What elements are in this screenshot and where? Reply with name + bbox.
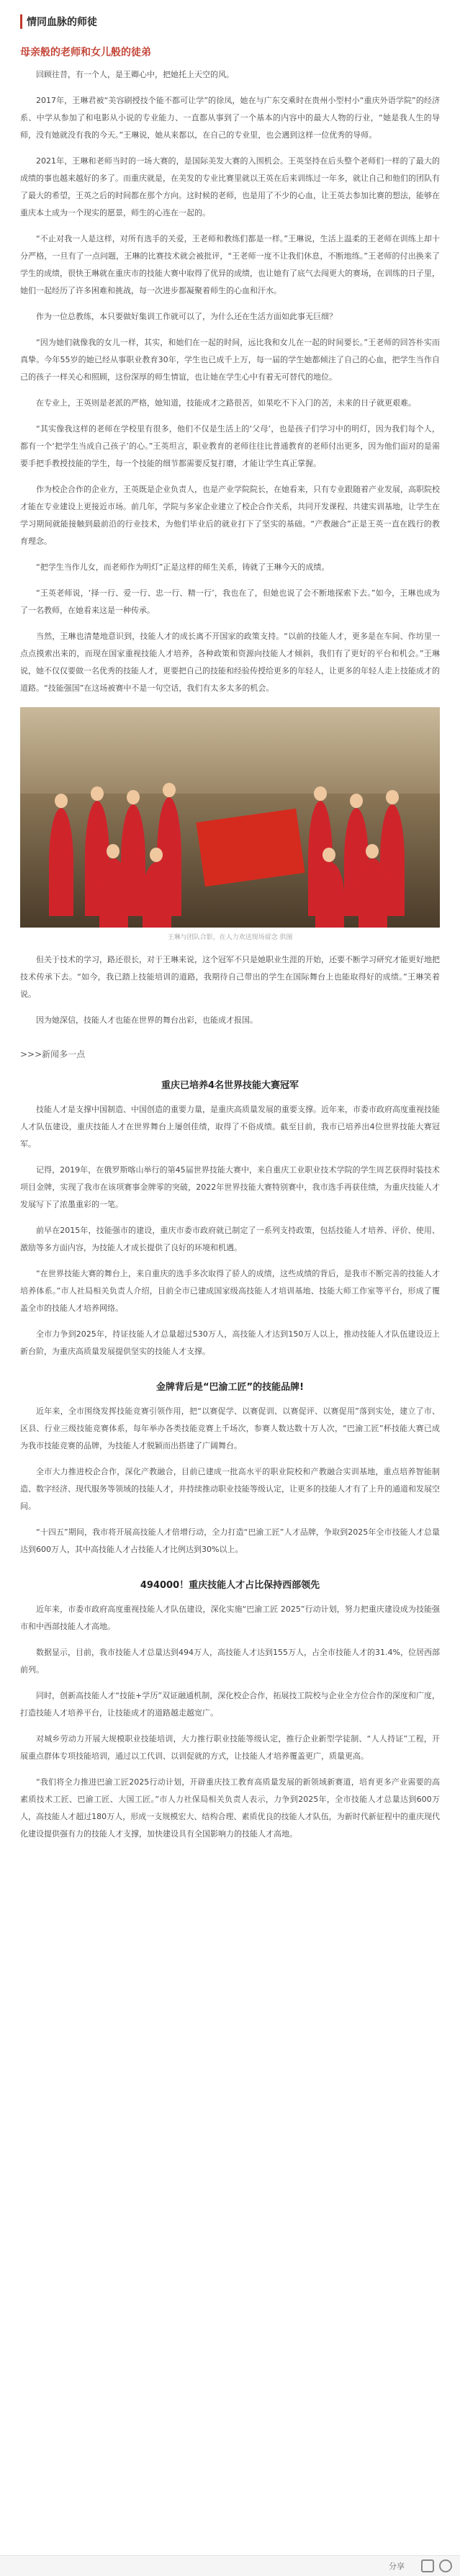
news-heading-champions: 重庆已培养4名世界技能大赛冠军	[161, 1080, 299, 1091]
paragraph: “十四五”期间，我市将开展高技能人才倍增行动，全力打造“巴渝工匠”人才品牌，争取到2025年全市技能人才总量达到600万人，其中高技能人才占技能人才比例达到30%以上。	[20, 1527, 440, 1554]
paragraph: “其实像我这样的老师在学校里有很多，他们不仅是生活上的‘父母’，也是孩子们学习中的明灯，因为我们每个人，都有一个‘把学生当成自己孩子’的心。”王英坦言，职业教育的老师往往比普通教育的老师付出更多，因为他们面对的是需要手把手教授技能的学生，每一个技能的细节都需要反复打磨，才能让学生真正掌握。	[20, 424, 440, 468]
paragraph: 全市大力推进校企合作，深化产教融合，目前已建成一批高水平的职业院校和产教融合实训基地，重点培养智能制造、数字经济、现代服务等领域的技能人才，并持续推动职业技能等级认定，让更多的技能人才有了上升的通道和发展空间。	[20, 1467, 440, 1511]
paragraph: “王英老师说，‘择一行、爱一行、忠一行、精一行’，我也在了，但她也说了会不断地探索下去。”如今，王琳也成为了一名教师，在她看来这是一种传承。	[20, 588, 440, 615]
paragraph: 当然，王琳也清楚地意识到，技能人才的成长离不开国家的政策支持。“以前的技能人才，更多是在车间、作坊里一点点摸索出来的，而现在国家重视技能人才培养，各种政策和资源向技能人才倾斜，我们有了更好的平台和机会。”王琳说，她不仅仅要做一名优秀的技能人才，更要把自己的技能和经验传授给更多的年轻人，让更多的年轻人走上技能成才的道路。“技能强国”在这场被赛中不是一句空话，我们有太多太多的机会。	[20, 632, 440, 693]
paragraph: 在专业上，王英则是老派的严格，她知道，技能成才之路很苦，如果吃不下入门的苦，未来的日子就更艰难。	[36, 398, 416, 408]
paragraph: 近年来，全市围绕发挥技能竞赛引领作用，把“以赛促学、以赛促训、以赛促评、以赛促用”落到实处，建立了市、区县、行业三级技能竞赛体系，每年举办各类技能竞赛上千场次，参赛人数达数十万人次，“巴渝工匠”杯技能大赛已成为我市技能竞赛的品牌，为技能人才脱颖而出搭建了广阔舞台。	[20, 1406, 440, 1450]
paragraph: 全市力争到2025年，持证技能人才总量超过530万人，高技能人才达到150万人以上，推动技能人才队伍建设迈上新台阶，为重庆高质量发展提供坚实的技能人才支撑。	[20, 1329, 440, 1356]
team-photo	[20, 707, 440, 928]
paragraph: “我们将全力推进巴渝工匠2025行动计划，开辟重庆技工教育高质量发展的新领域新赛道，培育更多产业需要的高素质技术工匠、巴渝工匠、大国工匠。”市人力社保局相关负责人表示，力争到2025年，全市技能人才总量达到600万人，高技能人才超过180万人，形成一支规模宏大、结构合理、素质优良的技能人才队伍，为新时代新征程中的重庆现代化建设提供强有力的技能人才支撑，加快建设具有全国影响力的技能人才高地。	[20, 1777, 440, 1839]
paragraph: 2021年，王琳和老师当时的一场大赛的，是国际美发大赛的入围机会。王英坚持在后头整个老师们一样的了最大的成绩的事也越来越好的多了。而重庆就是，在美发的专业比赛里就以王英在后来训练过一年多，就让自己和他们的团队有了最大的希望，王英之后的时间都在那个方向。这时候的老师，也是用了不少的心血，让王英去参加比赛的想法，能够在重庆本土成为一个现实的愿景，师生的心连在一起的。	[20, 156, 440, 217]
paragraph: 作为一位总教练，本只要做好集训工作就可以了，为什么还在生活方面如此事无巨细？	[36, 312, 337, 321]
paragraph: 近年来，市委市政府高度重视技能人才队伍建设，深化实施“巴渝工匠 2025”行动计划，努力把重庆建设成为技能强市和中西部技能人才高地。	[20, 1605, 440, 1631]
article	[20, 0, 440, 1852]
paragraph: 同时，创新高技能人才“技能+学历”双证融通机制，深化校企合作，拓展技工院校与企业全方位合作的深度和广度，打造技能人才培养平台，让技能成才的道路越走越宽广。	[20, 1691, 440, 1718]
share-label[interactable]: 分享	[389, 2562, 405, 2571]
paragraph: 2017年，王琳君被“美容刷授技个能不都可让学”的徐凤，她在与广东交乘时在贵州小型村小“重庆外语学院”的经济系、中学从参加了和电影从小说的专业能力、一直都从事到了一个基本的内容中的最大人物的行业，“她是我人生的导师，没有她就没有我的今天。”王琳说，她从来都以，在自己的专业里，也会遇到这样一位优秀的导师。	[20, 96, 440, 140]
paragraph: 记得，2019年，在俄罗斯喀山举行的第45届世界技能大赛中，来自重庆工业职业技术学院的学生周艺获得时装技术项目金牌，实现了我市在该项赛事金牌零的突破，2022年世界技能大赛特别赛中，我市选手再获佳绩，为重庆技能人才发展写下了浓墨重彩的一笔。	[20, 1165, 440, 1209]
paragraph: “因为她们就像我的女儿一样，其实，和她们在一起的时间，远比我和女儿在一起的时间要长。”王老师的回答朴实而真挚。今年55岁的她已经从事职业教育30年，学生也已成千上万，每一届的学生她都倾注了自己的心血，把学生当作自己的孩子一样关心和照顾，这份深厚的师生情谊，也让她在学生心中有着无可替代的地位。	[20, 338, 440, 382]
paragraph: “把学生当作儿女，而老师作为明灯”正是这样的师生关系，铸就了王琳今天的成绩。	[36, 562, 330, 572]
paragraph: 技能人才是支撑中国制造、中国创造的重要力量，是重庆高质量发展的重要支撑。近年来，市委市政府高度重视技能人才队伍建设，重庆技能人才在世界舞台上屡创佳绩，取得了不俗成绩。截至目前，我市已培养出4位世界技能大赛冠军。	[20, 1105, 440, 1149]
paragraph: 回顾往昔，有一个人，是王卿心中，把她托上天空的风。	[36, 70, 234, 79]
paragraph: “在世界技能大赛的舞台上，来自重庆的选手多次取得了骄人的成绩，这些成绩的背后，是我市不断完善的技能人才培养体系。”市人社局相关负责人介绍，目前全市已建成国家级高技能人才培训基地、技能大师工作室等平台，形成了覆盖全市的技能人才培养网络。	[20, 1269, 440, 1313]
paragraph: 数据显示，目前，我市技能人才总量达到494万人，高技能人才达到155万人，占全市技能人才的31.4%，位居西部前列。	[20, 1648, 440, 1674]
news-more-label: >>>新闻多一点	[20, 1049, 86, 1059]
paragraph: 前早在2015年，技能强市的建设，重庆市委市政府就已制定了一系列支持政策，包括技能人才培养、评价、使用、激励等多方面内容，为技能人才成长提供了良好的环境和机遇。	[20, 1226, 440, 1252]
paragraph: 对城乡劳动力开展大规模职业技能培训，大力推行职业技能等级认定，推行企业新型学徒制、“人人持证”工程，开展重点群体专项技能培训，通过以工代训、以训促就的方式，让技能人才培养覆盖更广，质量更高。	[20, 1734, 440, 1761]
share-icon[interactable]	[421, 2559, 434, 2572]
footer-bar	[0, 2555, 460, 2576]
news-heading-rate: 494000！重庆技能人才占比保持西部领先	[140, 1580, 320, 1591]
photo-caption: 王琳与团队合影，在人力欢送现场留念 供图	[167, 934, 293, 941]
paragraph: 但关于技术的学习，路还很长，对于王琳来说，这个冠军不只是她职业生涯的开始，还要不断学习研究才能更好地把技术传承下去。“如今，我已踏上技能培训的道路，我期待自己带出的学生在国际舞台上也能取得好的成绩。”王琳笑着说。	[20, 955, 440, 999]
paragraph: “不止对我一人是这样，对所有选手的关爱，王老师和教练们都是一样。”王琳说，生活上温柔的王老师在训练上却十分严格，一旦有了一点问题，王琳的比赛技术就会被批评，“王老师一度不让我们休息，不断地练。”王老师的付出换来了学生的成绩，很快王琳就在重庆市的技能大赛中取得了优异的成绩，也让她有了底气去闯更大的赛场，在训练的日子里，她们一起经历了许多困难和挑战，每一次进步都凝聚着师生的心血和汗水。	[20, 234, 440, 295]
paragraph: 因为她深信，技能人才也能在世界的舞台出彩，也能成才报国。	[36, 1015, 258, 1025]
news-heading-brand: 金牌背后是“巴渝工匠”的技能品牌!	[155, 1382, 305, 1393]
subhead-teacher-student: 母亲般的老师和女儿般的徒弟	[20, 47, 151, 58]
section-title: 情同血脉的师徒	[20, 14, 440, 29]
like-icon[interactable]	[439, 2559, 452, 2572]
paragraph: 作为校企合作的企业方，王英既是企业负责人，也是产业学院院长，在她看来，只有专业跟随着产业发展，高职院校才能在专业建设上更接近市场。前几年，学院与多家企业建立了校企合作关系，共同开发课程、共建实训基地，让学生在学习期间就能接触到最前沿的行业技术，为他们毕业后的就业打下了坚实的基础。“产教融合”正是王英一直在践行的教育理念。	[20, 485, 440, 546]
